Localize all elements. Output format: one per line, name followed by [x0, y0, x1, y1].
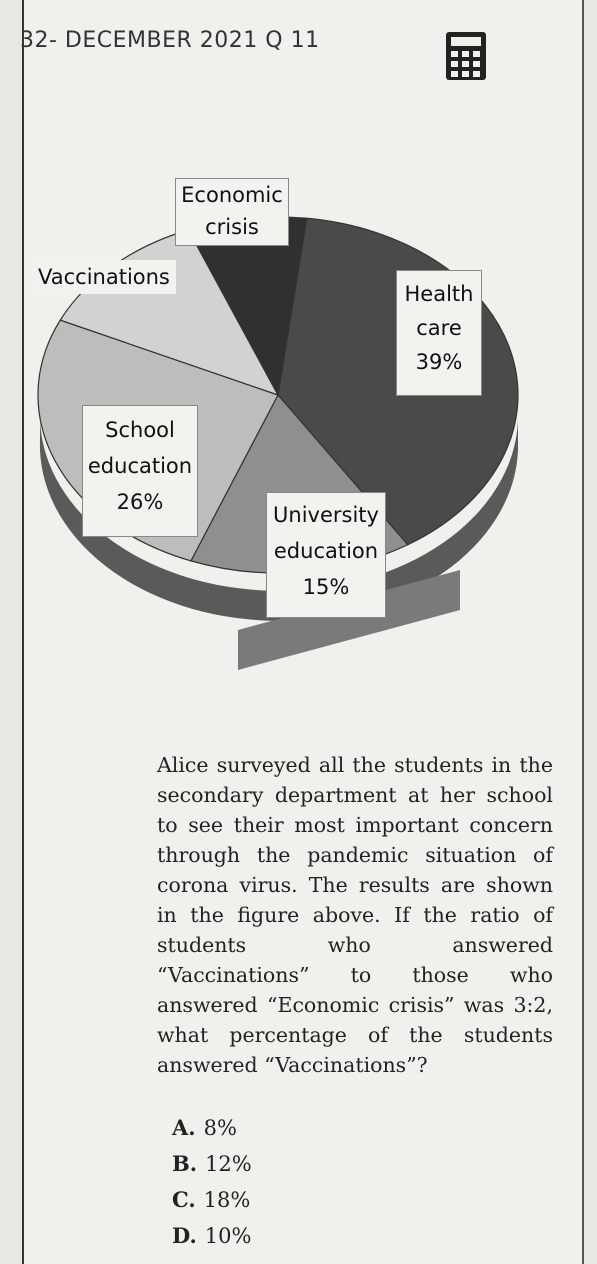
answer-options [172, 1110, 252, 1254]
school-line-2: education [87, 454, 193, 478]
option-d-letter: D. [172, 1223, 197, 1248]
health-line-1: Health [404, 282, 474, 306]
option-b-letter: B. [172, 1151, 198, 1176]
health-line-2: care [416, 316, 462, 340]
option-b-text: 12% [205, 1152, 252, 1176]
label-economic-crisis [175, 178, 289, 246]
option-a-letter: A. [172, 1115, 196, 1140]
option-c[interactable] [172, 1182, 252, 1218]
option-c-text: 18% [203, 1188, 251, 1212]
univ-line-2: education [273, 539, 379, 563]
label-vaccinations: Vaccinations [32, 260, 176, 294]
option-a-text: 8% [203, 1116, 237, 1140]
school-line-3: 26% [116, 490, 164, 514]
pie-chart-area [0, 150, 597, 710]
option-b[interactable] [172, 1146, 252, 1182]
question-text: Alice surveyed all the students in the secondary department at her school to see their most important concern through the pandemic situation of corona virus. The results are shown in the figure above. If the ratio of students who answered “Vaccinations” to those who answered “Economic crisis” was 3:2, what percentage of the students answered “Vaccinations”? [157, 753, 553, 1077]
economic-line-2: crisis [205, 215, 259, 239]
label-health-care [396, 270, 482, 396]
option-d[interactable] [172, 1218, 252, 1254]
univ-line-3: 15% [302, 575, 350, 599]
question-header: 32- DECEMBER 2021 Q 11 [20, 28, 320, 53]
option-a[interactable] [172, 1110, 252, 1146]
label-school-education [82, 405, 198, 537]
economic-line-1: Economic [181, 183, 283, 207]
school-line-1: School [105, 418, 175, 442]
label-university-education [266, 492, 386, 618]
option-d-text: 10% [204, 1224, 252, 1248]
health-line-3: 39% [415, 350, 463, 374]
univ-line-1: University [273, 503, 379, 527]
calculator-icon [444, 30, 488, 82]
option-c-letter: C. [172, 1187, 196, 1212]
